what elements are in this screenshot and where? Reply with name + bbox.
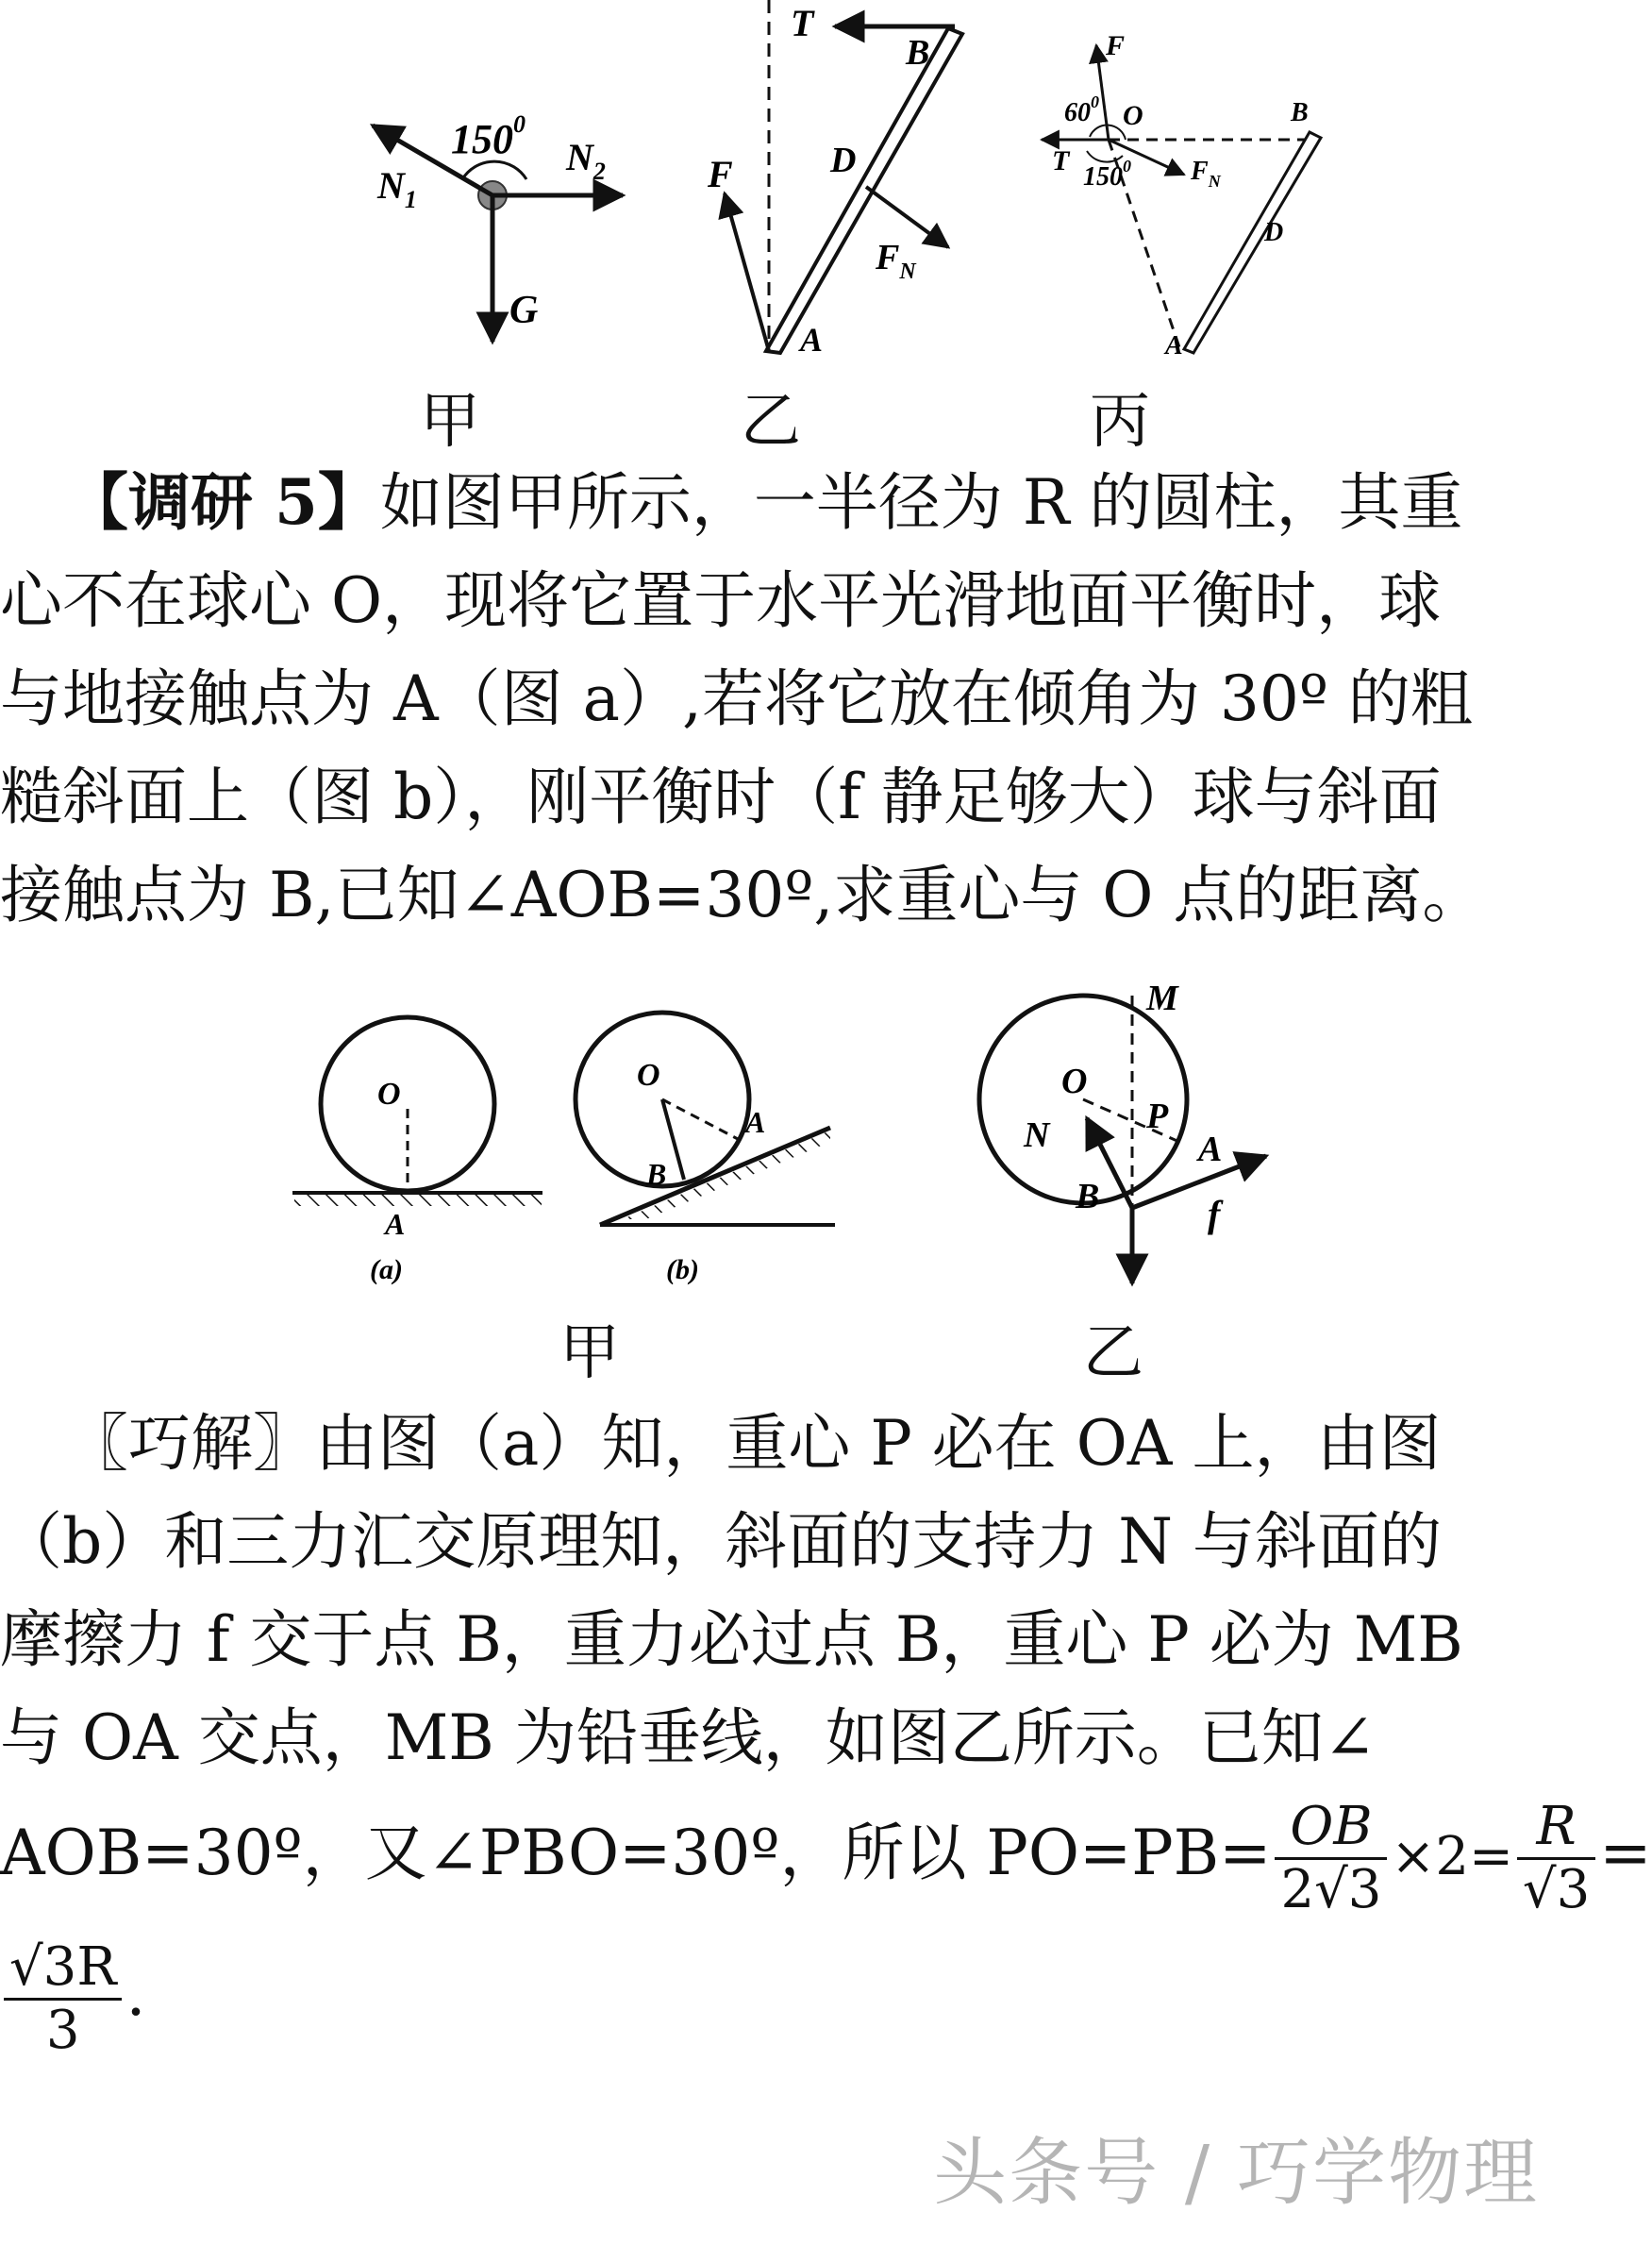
diagram-bing	[1042, 30, 1321, 360]
problem-label: 【调研 5】	[66, 465, 380, 539]
d-label: D	[830, 141, 857, 180]
cap-a: (a)	[370, 1254, 403, 1285]
caption-yi: 乙	[741, 387, 801, 457]
angle-arc	[462, 161, 526, 179]
problem-paragraph	[0, 453, 1586, 945]
diagram-b	[576, 1013, 835, 1285]
n-label: N	[1024, 1115, 1050, 1155]
caption-bing: 丙	[1090, 387, 1150, 457]
a-label-bing: A	[1165, 331, 1183, 360]
angle-label: $150^0$	[451, 110, 526, 162]
fraction-r: $\frac{R}{√3}$	[1517, 1797, 1595, 1920]
angle150-label: $150^0$	[1083, 157, 1131, 192]
o-label-b: O	[637, 1058, 660, 1093]
arc-150	[1087, 151, 1123, 162]
f-arrow	[725, 193, 769, 351]
sphere-diagram-svg	[0, 981, 1586, 1397]
solution-line-3: 摩擦力 f 交于点 B，重力必过点 B，重心 P 必为 MB	[0, 1603, 1463, 1676]
rod	[766, 28, 962, 353]
f-label-bing: F	[1106, 30, 1126, 61]
diagram-a	[292, 1017, 542, 1285]
angle60-label: $60^0$	[1064, 92, 1099, 127]
solution-label: 〖巧解〗	[66, 1407, 315, 1480]
solution-paragraph	[0, 1395, 1652, 2065]
o-label-yi: O	[1061, 1062, 1088, 1101]
o-label-a: O	[377, 1077, 401, 1112]
a-label-a: A	[385, 1207, 406, 1241]
f-label-yi: f	[1208, 1193, 1221, 1235]
force-diagrams-top	[0, 0, 1586, 462]
t-label: T	[791, 2, 814, 44]
ground-hatch-a	[294, 1195, 542, 1206]
a-label-b: A	[745, 1105, 766, 1139]
p-label: P	[1146, 1097, 1169, 1136]
solution-line-4: 与 OA 交点，MB 为铅垂线，如图乙所示。已知∠	[0, 1701, 1377, 1774]
solution-equation-line: AOB=30º，又∠PBO=30º，所以 PO=PB= $\frac{OB}{2√3}$ ×2= $\frac{R}{√3}$ =	[0, 1795, 1652, 1920]
solution-line-2: （b）和三力汇交原理知，斜面的支持力 N 与斜面的	[0, 1505, 1442, 1578]
diagram-jia	[373, 110, 623, 342]
b-label-bing: B	[1291, 98, 1309, 127]
caption-mid-yi: 乙	[1083, 1318, 1143, 1388]
problem-line-3: 与地接触点为 A（图 a）,若将它放在倾角为 30º 的粗	[0, 662, 1473, 735]
b-label-yi: B	[1076, 1177, 1100, 1216]
watermark: 头条号 / 巧学物理	[933, 2131, 1539, 2216]
solution-result-line: $\frac{√3R}{3}$ .	[0, 1923, 1586, 2065]
m-label: M	[1146, 979, 1178, 1018]
t-label-bing: T	[1052, 145, 1070, 176]
b-label-b: B	[646, 1157, 667, 1191]
problem-line-5: 接触点为 B,已知∠AOB=30º,求重心与 O 点的距离。	[0, 859, 1485, 931]
sphere-diagrams	[0, 981, 1586, 1397]
n1-label: $N_1$	[377, 164, 417, 213]
oa-line-b	[662, 1099, 738, 1139]
diagram-yi-mid	[979, 979, 1266, 1283]
n2-label: $N_2$	[566, 136, 606, 185]
o-label-bing: O	[1123, 100, 1143, 131]
b-label: B	[906, 33, 930, 73]
a-label-yi: A	[1198, 1130, 1223, 1169]
solution-line-1: 〖巧解〗由图（a）知，重心 P 必在 OA 上，由图	[66, 1407, 1442, 1480]
fraction-result: $\frac{√3R}{3}$	[4, 1937, 122, 2061]
incline	[600, 1128, 830, 1225]
f-label: F	[708, 153, 733, 195]
a-label: A	[800, 321, 824, 359]
caption-mid-jia: 甲	[559, 1318, 620, 1388]
diagram-yi-top	[707, 0, 962, 359]
fn-label-bing: $F_N$	[1191, 157, 1221, 191]
fraction-ob: $\frac{OB}{2√3}$	[1275, 1797, 1387, 1920]
caption-jia: 甲	[420, 387, 480, 457]
d-label-bing: D	[1264, 218, 1284, 247]
problem-line-4: 糙斜面上（图 b），刚平衡时（f 静足够大）球与斜面	[0, 761, 1442, 833]
fn-label: $F_N$	[876, 238, 916, 284]
cap-b: (b)	[666, 1254, 699, 1285]
problem-line-2: 心不在球心 O，现将它置于水平光滑地面平衡时，球	[0, 564, 1442, 637]
problem-line-1: 【调研 5】如图甲所示，一半径为 R 的圆柱，其重	[66, 465, 1463, 539]
g-label: G	[509, 289, 539, 332]
